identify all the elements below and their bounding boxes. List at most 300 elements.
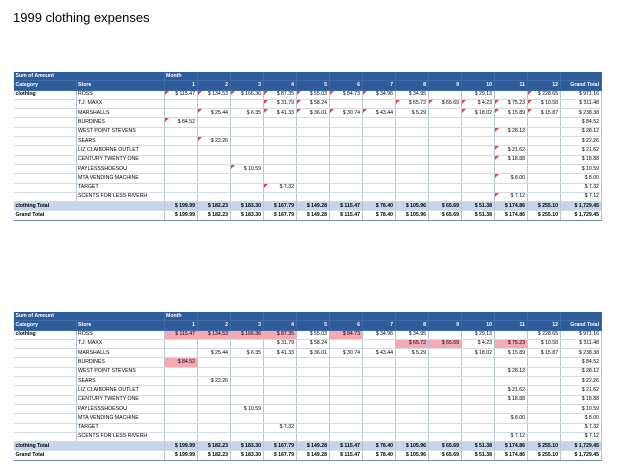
- grand-total-cell: $ 174.86: [494, 211, 527, 220]
- header-filler: [395, 72, 428, 81]
- amount-cell: [230, 99, 263, 108]
- amount-cell: [164, 174, 197, 183]
- amount-cell: [428, 349, 461, 358]
- category-cell: [14, 386, 76, 395]
- amount-cell: $ 22.26: [197, 377, 230, 386]
- grand-total-cell: $ 183.30: [230, 211, 263, 220]
- amount-cell: [527, 118, 560, 127]
- category-cell: [14, 367, 76, 376]
- amount-cell: [395, 192, 428, 201]
- amount-cell: [461, 155, 494, 164]
- table-row: [14, 339, 601, 348]
- amount-cell: [527, 174, 560, 183]
- subtotal-cell: $ 65.69: [428, 442, 461, 451]
- month-header: 2: [197, 321, 230, 330]
- amount-cell: [164, 164, 197, 173]
- amount-cell: [428, 192, 461, 201]
- amount-cell: [164, 339, 197, 348]
- amount-cell: [329, 367, 362, 376]
- amount-cell: $ 30.74: [329, 349, 362, 358]
- amount-cell: [164, 414, 197, 423]
- amount-cell: [362, 183, 395, 192]
- amount-cell: $ 228.65: [527, 90, 560, 99]
- amount-cell: [197, 164, 230, 173]
- amount-cell: [329, 99, 362, 108]
- amount-cell: [494, 118, 527, 127]
- amount-cell: [263, 358, 296, 367]
- amount-cell: [395, 146, 428, 155]
- row-grand-total: $ 28.12: [560, 127, 601, 136]
- store-cell: SEARS: [76, 137, 164, 146]
- amount-cell: [395, 432, 428, 441]
- amount-cell: [395, 395, 428, 404]
- amount-cell: [230, 395, 263, 404]
- subtotal-cell: $ 174.86: [494, 202, 527, 211]
- amount-cell: [230, 386, 263, 395]
- grand-total-header: Grand Total: [560, 81, 601, 90]
- amount-cell: [164, 155, 197, 164]
- amount-cell: $ 34.96: [362, 90, 395, 99]
- amount-cell: [197, 155, 230, 164]
- amount-cell: $ 31.79: [263, 99, 296, 108]
- amount-cell: [428, 358, 461, 367]
- header-filler: [560, 72, 601, 81]
- amount-cell: [164, 127, 197, 136]
- amount-cell: [263, 174, 296, 183]
- month-header: 3: [230, 81, 263, 90]
- amount-cell: [527, 192, 560, 201]
- amount-cell: [527, 386, 560, 395]
- amount-cell: [395, 377, 428, 386]
- table-row: [14, 367, 601, 376]
- amount-cell: $ 87.35: [263, 330, 296, 339]
- amount-cell: [428, 330, 461, 339]
- month-header: 1: [164, 81, 197, 90]
- amount-cell: [527, 414, 560, 423]
- sum-of-amount-label: Sum of Amount: [14, 312, 164, 321]
- amount-cell: [461, 395, 494, 404]
- amount-cell: [230, 183, 263, 192]
- header-filler: [263, 72, 296, 81]
- row-grand-total: $ 7.12: [560, 192, 601, 201]
- document-title: 1999 clothing expenses: [13, 10, 150, 25]
- amount-cell: [329, 404, 362, 413]
- pivot-table-top: [14, 72, 602, 221]
- row-grand-total: $ 18.88: [560, 155, 601, 164]
- amount-cell: [494, 183, 527, 192]
- amount-cell: [494, 164, 527, 173]
- amount-cell: [197, 146, 230, 155]
- subtotal-cell: $ 115.47: [329, 202, 362, 211]
- amount-cell: $ 7.12: [494, 192, 527, 201]
- grand-total-row: [14, 211, 601, 220]
- header-filler: [197, 72, 230, 81]
- month-header: 6: [329, 81, 362, 90]
- row-grand-total: $ 10.59: [560, 164, 601, 173]
- store-cell: T.J. MAXX: [76, 339, 164, 348]
- amount-cell: [494, 90, 527, 99]
- subtotal-cell: $ 183.30: [230, 442, 263, 451]
- amount-cell: [362, 127, 395, 136]
- amount-cell: [263, 395, 296, 404]
- table-row: [14, 377, 601, 386]
- amount-cell: [197, 339, 230, 348]
- amount-cell: [230, 174, 263, 183]
- grand-total-cell: $ 167.79: [263, 451, 296, 460]
- amount-cell: [428, 432, 461, 441]
- amount-cell: [362, 395, 395, 404]
- subtotal-cell: $ 199.99: [164, 442, 197, 451]
- amount-cell: $ 18.02: [461, 349, 494, 358]
- row-grand-total: $ 18.88: [560, 395, 601, 404]
- amount-cell: [164, 99, 197, 108]
- amount-cell: [461, 386, 494, 395]
- subtotal-cell: $ 255.10: [527, 442, 560, 451]
- store-cell: SEARS: [76, 377, 164, 386]
- amount-cell: $ 65.69: [428, 99, 461, 108]
- table-row: [14, 90, 601, 99]
- month-header: 1: [164, 321, 197, 330]
- amount-cell: $ 8.00: [494, 414, 527, 423]
- amount-cell: [164, 423, 197, 432]
- row-grand-total: $ 7.12: [560, 432, 601, 441]
- amount-cell: $ 55.03: [296, 330, 329, 339]
- category-cell: [14, 109, 76, 118]
- amount-cell: [230, 146, 263, 155]
- amount-cell: [362, 174, 395, 183]
- amount-cell: $ 84.52: [164, 118, 197, 127]
- amount-cell: $ 84.73: [329, 330, 362, 339]
- amount-cell: [197, 423, 230, 432]
- subtotal-cell: $ 51.38: [461, 442, 494, 451]
- grand-total-label: Grand Total: [14, 211, 164, 220]
- table-row: [14, 349, 601, 358]
- store-header: Store: [76, 81, 164, 90]
- amount-cell: $ 34.95: [395, 330, 428, 339]
- amount-cell: $ 15.87: [527, 349, 560, 358]
- subtotal-label: clothing Total: [14, 202, 164, 211]
- subtotal-cell: $ 149.28: [296, 202, 329, 211]
- amount-cell: $ 30.74: [329, 109, 362, 118]
- header-filler: [395, 312, 428, 321]
- amount-cell: [197, 386, 230, 395]
- amount-cell: [494, 404, 527, 413]
- amount-cell: [230, 423, 263, 432]
- amount-cell: [362, 339, 395, 348]
- month-header: 9: [428, 81, 461, 90]
- amount-cell: [494, 137, 527, 146]
- amount-cell: [395, 164, 428, 173]
- amount-cell: [395, 183, 428, 192]
- table-row: [14, 109, 601, 118]
- table-row: [14, 164, 601, 173]
- amount-cell: [461, 367, 494, 376]
- row-grand-total: $ 28.12: [560, 367, 601, 376]
- subtotal-cell: $ 115.47: [329, 442, 362, 451]
- amount-cell: [527, 377, 560, 386]
- store-cell: T.J. MAXX: [76, 99, 164, 108]
- amount-cell: $ 21.62: [494, 386, 527, 395]
- amount-cell: [428, 155, 461, 164]
- grand-total-cell: $ 149.28: [296, 451, 329, 460]
- amount-cell: [263, 146, 296, 155]
- category-header: Category: [14, 321, 76, 330]
- header-filler: [230, 312, 263, 321]
- amount-cell: $ 10.59: [230, 164, 263, 173]
- amount-cell: $ 6.35: [230, 349, 263, 358]
- amount-cell: [164, 386, 197, 395]
- amount-cell: [296, 174, 329, 183]
- amount-cell: [428, 137, 461, 146]
- amount-cell: $ 43.44: [362, 109, 395, 118]
- month-header: 4: [263, 81, 296, 90]
- store-header: Store: [76, 321, 164, 330]
- category-cell: [14, 432, 76, 441]
- subtotal-cell: $ 78.40: [362, 442, 395, 451]
- amount-cell: $ 4.23: [461, 99, 494, 108]
- amount-cell: $ 7.12: [494, 432, 527, 441]
- amount-cell: $ 15.89: [494, 349, 527, 358]
- amount-cell: [494, 330, 527, 339]
- pivot-table-bottom: [14, 312, 602, 461]
- row-grand-total: $ 21.62: [560, 146, 601, 155]
- amount-cell: [263, 192, 296, 201]
- store-cell: CENTURY TWENTY ONE: [76, 155, 164, 164]
- amount-cell: [197, 404, 230, 413]
- amount-cell: [329, 164, 362, 173]
- amount-cell: $ 25.44: [197, 109, 230, 118]
- subtotal-cell: $ 167.79: [263, 442, 296, 451]
- store-cell: PAYLESSSHOESOU: [76, 164, 164, 173]
- amount-cell: [263, 164, 296, 173]
- amount-cell: $ 36.01: [296, 349, 329, 358]
- amount-cell: [362, 137, 395, 146]
- amount-cell: [527, 183, 560, 192]
- category-cell: clothing: [14, 90, 76, 99]
- amount-cell: [362, 155, 395, 164]
- amount-cell: [428, 146, 461, 155]
- store-cell: BURDINES: [76, 118, 164, 127]
- amount-cell: [461, 137, 494, 146]
- header-filler: [461, 312, 494, 321]
- amount-cell: [395, 358, 428, 367]
- row-grand-total: $ 84.52: [560, 358, 601, 367]
- category-cell: [14, 127, 76, 136]
- grand-total-cell: $ 182.23: [197, 211, 230, 220]
- amount-cell: [461, 404, 494, 413]
- header-filler: [362, 312, 395, 321]
- row-grand-total: $ 971.16: [560, 330, 601, 339]
- header-filler: [230, 72, 263, 81]
- month-header: 10: [461, 321, 494, 330]
- amount-cell: [197, 99, 230, 108]
- amount-cell: [230, 377, 263, 386]
- month-header: 7: [362, 321, 395, 330]
- subtotal-cell: $ 65.69: [428, 202, 461, 211]
- amount-cell: [197, 192, 230, 201]
- amount-cell: $ 7.32: [263, 423, 296, 432]
- row-grand-total: $ 311.48: [560, 99, 601, 108]
- amount-cell: [296, 367, 329, 376]
- amount-cell: [197, 367, 230, 376]
- table-row: [14, 155, 601, 164]
- store-cell: ROSS: [76, 330, 164, 339]
- amount-cell: $ 134.53: [197, 90, 230, 99]
- amount-cell: [395, 174, 428, 183]
- amount-cell: [230, 339, 263, 348]
- grand-total-cell: $ 149.28: [296, 211, 329, 220]
- category-cell: [14, 183, 76, 192]
- subtotal-cell: $ 182.23: [197, 442, 230, 451]
- amount-cell: [164, 377, 197, 386]
- amount-cell: [164, 367, 197, 376]
- amount-cell: [362, 164, 395, 173]
- amount-cell: [461, 174, 494, 183]
- store-cell: SCENTS FOR LESS RIVERH: [76, 432, 164, 441]
- grand-total-cell: $ 182.23: [197, 451, 230, 460]
- month-header: 8: [395, 81, 428, 90]
- amount-cell: [329, 183, 362, 192]
- amount-cell: [197, 174, 230, 183]
- table-row: [14, 174, 601, 183]
- amount-cell: [329, 118, 362, 127]
- amount-cell: [461, 192, 494, 201]
- subtotal-grand-total: $ 1,729.45: [560, 442, 601, 451]
- amount-cell: [296, 192, 329, 201]
- store-cell: CENTURY TWENTY ONE: [76, 395, 164, 404]
- table-row: [14, 386, 601, 395]
- amount-cell: [230, 127, 263, 136]
- header-filler: [428, 312, 461, 321]
- amount-cell: [197, 183, 230, 192]
- amount-cell: [527, 164, 560, 173]
- header-filler: [296, 72, 329, 81]
- amount-cell: [296, 358, 329, 367]
- amount-cell: $ 228.65: [527, 330, 560, 339]
- amount-cell: [395, 423, 428, 432]
- amount-cell: [296, 118, 329, 127]
- month-header: 2: [197, 81, 230, 90]
- pivot-column-headers: [14, 81, 601, 90]
- row-grand-total: $ 7.32: [560, 183, 601, 192]
- pivot-header-row: [14, 72, 601, 81]
- amount-cell: [263, 404, 296, 413]
- amount-cell: [263, 137, 296, 146]
- amount-cell: [329, 423, 362, 432]
- grand-total-cell: $ 115.47: [329, 211, 362, 220]
- amount-cell: $ 43.44: [362, 349, 395, 358]
- amount-cell: [329, 414, 362, 423]
- category-cell: [14, 358, 76, 367]
- pivot-header-row: [14, 312, 601, 321]
- amount-cell: [461, 127, 494, 136]
- amount-cell: [296, 386, 329, 395]
- table-row: [14, 414, 601, 423]
- clothing-total-row: [14, 202, 601, 211]
- subtotal-cell: $ 105.96: [395, 202, 428, 211]
- header-filler: [362, 72, 395, 81]
- amount-cell: $ 41.33: [263, 349, 296, 358]
- grand-total-value: $ 1,729.45: [560, 451, 601, 460]
- amount-cell: [197, 414, 230, 423]
- amount-cell: $ 10.59: [230, 404, 263, 413]
- store-cell: TARGET: [76, 183, 164, 192]
- amount-cell: [362, 386, 395, 395]
- amount-cell: $ 8.00: [494, 174, 527, 183]
- amount-cell: $ 5.29: [395, 349, 428, 358]
- amount-cell: [329, 386, 362, 395]
- amount-cell: [527, 358, 560, 367]
- month-header: 5: [296, 321, 329, 330]
- grand-total-cell: $ 105.96: [395, 211, 428, 220]
- header-filler: [527, 312, 560, 321]
- amount-cell: [329, 358, 362, 367]
- amount-cell: $ 75.23: [494, 339, 527, 348]
- amount-cell: $ 58.24: [296, 339, 329, 348]
- amount-cell: [395, 367, 428, 376]
- store-cell: ROSS: [76, 90, 164, 99]
- month-header: 12: [527, 321, 560, 330]
- amount-cell: [428, 109, 461, 118]
- grand-total-cell: $ 199.99: [164, 211, 197, 220]
- amount-cell: $ 21.62: [494, 146, 527, 155]
- amount-cell: [527, 146, 560, 155]
- amount-cell: $ 41.33: [263, 109, 296, 118]
- amount-cell: [296, 404, 329, 413]
- amount-cell: [428, 423, 461, 432]
- category-cell: [14, 404, 76, 413]
- amount-cell: [296, 423, 329, 432]
- amount-cell: [461, 423, 494, 432]
- amount-cell: [428, 395, 461, 404]
- header-filler: [560, 312, 601, 321]
- category-header: Category: [14, 81, 76, 90]
- amount-cell: [197, 395, 230, 404]
- amount-cell: [428, 377, 461, 386]
- month-header: 4: [263, 321, 296, 330]
- amount-cell: [362, 146, 395, 155]
- amount-cell: [362, 423, 395, 432]
- amount-cell: [329, 155, 362, 164]
- store-cell: MARSHALLS: [76, 349, 164, 358]
- amount-cell: $ 115.47: [164, 330, 197, 339]
- header-filler: [494, 72, 527, 81]
- month-header: 8: [395, 321, 428, 330]
- amount-cell: $ 18.88: [494, 155, 527, 164]
- amount-cell: [428, 183, 461, 192]
- grand-total-cell: $ 65.69: [428, 451, 461, 460]
- amount-cell: [296, 127, 329, 136]
- amount-cell: [362, 99, 395, 108]
- month-field-label: Month: [164, 312, 197, 321]
- header-filler: [296, 312, 329, 321]
- amount-cell: $ 34.96: [362, 330, 395, 339]
- header-filler: [428, 72, 461, 81]
- amount-cell: [395, 137, 428, 146]
- table-row: [14, 192, 601, 201]
- amount-cell: [494, 377, 527, 386]
- grand-total-cell: $ 78.40: [362, 451, 395, 460]
- amount-cell: [428, 404, 461, 413]
- grand-total-cell: $ 105.96: [395, 451, 428, 460]
- amount-cell: [296, 395, 329, 404]
- amount-cell: [164, 395, 197, 404]
- header-filler: [329, 312, 362, 321]
- amount-cell: [428, 118, 461, 127]
- amount-cell: $ 6.35: [230, 109, 263, 118]
- row-grand-total: $ 84.52: [560, 118, 601, 127]
- category-cell: [14, 339, 76, 348]
